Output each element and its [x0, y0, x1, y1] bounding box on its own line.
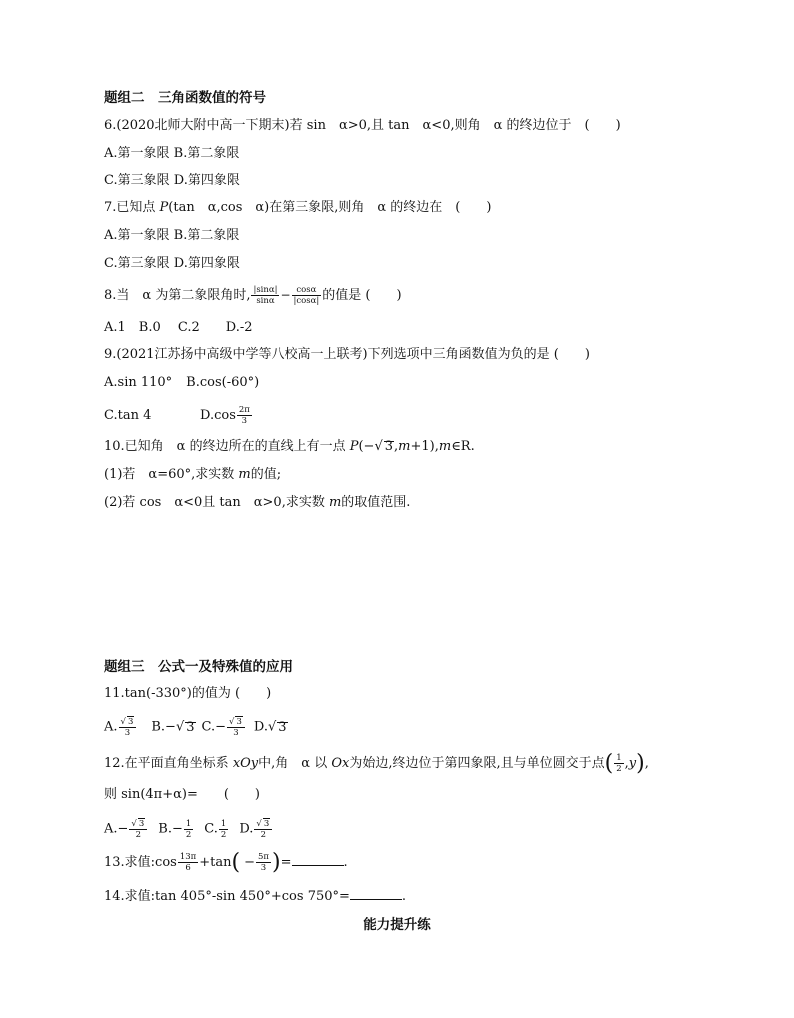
question-10-stem: 10.已知角 α 的终边所在的直线上有一点 P(−√ 3,m+1),m∈R. [104, 439, 475, 454]
answer-blank [350, 887, 402, 900]
question-10-part-2: (2)若 cos α<0且 tan α>0,求实数 m的取值范围. [104, 495, 411, 510]
question-7-options-cd: C.第三象限 D.第四象限 [104, 256, 240, 271]
question-12-line-2: 则 sin(4π+α)= ( ) [104, 787, 261, 802]
question-12-options: A.− $\frac{√ 3}{2}$ B.− $\frac{1}{2}$ C. $\frac{1}{2}$ D. $\frac{√ 3}{2}$ [104, 818, 273, 840]
section-heading: 能力提升练 [363, 917, 431, 933]
question-7-options-ab: A.第一象限 B.第二象限 [104, 228, 240, 243]
question-11-options: A. $\frac{√ 3}{3}$ B.−√ 3 C.− $\frac{√ 3}{3}$ D.√ 3 [104, 717, 287, 738]
question-6-options-cd: C.第三象限 D.第四象限 [104, 173, 240, 188]
group3-heading: 题组三 公式一及特殊值的应用 [104, 659, 293, 675]
question-14-stem: 14.求值:tan 405°-sin 450°+cos 750°= . [104, 889, 407, 904]
question-9-options-ab: A.sin 110° B.cos(-60°) [104, 375, 260, 390]
question-6-stem: 6.(2020北师大附中高一下期末)若 sin α>0,且 tan α<0,则角 α 的终边位于 ( ) [104, 118, 621, 133]
fraction-2pi-3: $\frac{2\pi}{3}$ [238, 405, 250, 426]
fraction-abs-sin: $\frac{|\sin\alpha|}{\sin\alpha}$ [253, 285, 278, 306]
question-11-stem: 11.tan(-330°)的值为 ( ) [104, 686, 272, 701]
question-6-options-ab: A.第一象限 B.第二象限 [104, 146, 240, 161]
question-10-part-1: (1)若 α=60°,求实数 m的值; [104, 467, 282, 482]
group2-heading: 题组二 三角函数值的符号 [104, 90, 266, 106]
fraction-abs-cos: $\frac{\cos\alpha}{|\cos\alpha|}$ [293, 285, 320, 306]
point-x-fraction: $\frac{1}{2}$ [616, 753, 622, 774]
question-13-stem: 13.求值:cos $\frac{13\pi}{6}$ +tan( − $\frac{5\pi}{3}$ )= . [104, 850, 348, 875]
sqrt-icon: √ [374, 439, 383, 454]
question-8-stem: 8.当 α 为第二象限角时, $\frac{|\sin\alpha|}{\sin\alpha}$ − $\frac{\cos\alpha}{|\cos\alpha|}$ 的值是 ( ) [104, 285, 402, 306]
option-a-value: $\frac{√ 3}{3}$ [119, 716, 137, 738]
answer-blank [292, 853, 344, 866]
question-7-stem: 7.已知点 P(tan α,cos α)在第三象限,则角 α 的终边在 ( ) [104, 200, 492, 215]
point-p: P [159, 200, 169, 215]
option-c-value: $\frac{√ 3}{3}$ [227, 716, 245, 738]
question-9-stem: 9.(2021江苏扬中高级中学等八校高一上联考)下列选项中三角函数值为负的是 ( ) [104, 347, 590, 362]
question-8-options: A.1 B.0 C.2 D.-2 [104, 320, 253, 335]
question-12-stem: 12.在平面直角坐标系 xOy中,角 α 以 Ox为始边,终边位于第四象限,且与单位圆交于点( $\frac{1}{2}$ ,y), [104, 751, 649, 776]
question-9-options-cd: C.tan 4 D.cos $\frac{2\pi}{3}$ [104, 405, 250, 426]
